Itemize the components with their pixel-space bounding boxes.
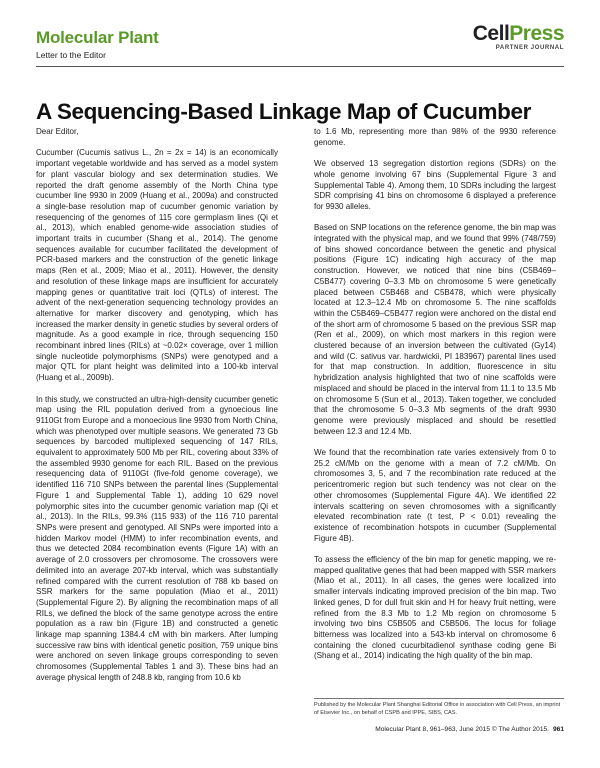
article-title: A Sequencing-Based Linkage Map of Cucumber <box>36 99 531 125</box>
left-column <box>36 127 278 694</box>
article-section: Letter to the Editor <box>36 50 106 60</box>
paragraph-recombination: We found that the recombination rate varies extensively from 0 to 25.2 cM/Mb on the genome with a mean of 7.2 cM/Mb. On chromosomes 3, 5, and 7 the recombination rate reduced at the pericentromeric region but such tendency was not clear on the other chromosomes (Supplemental Figure 4A). We identified 22 intervals scattering on seven chromosomes with a significantly elevated recombination rate (t test, P < 0.01) revealing the existence of recombination hotspots in cucumber (Supplemental Figure 4B). <box>314 448 556 543</box>
logo-cell: Cell <box>472 22 510 45</box>
paragraph-intro: Cucumber (Cucumis sativus L., 2n = 2x = 14) is an economically important vegetable worldwide and has served as a model system for plant vascular biology and sex determination studies. We reported the draft genome assembly of the North China type cucumber line 9930 in 2009 (Huang et al., 2009a) and constructed a single-base resolution map of cucumber genomic variation by resequencing of the genomes of 115 core germplasm lines (Qi et al., 2013), which enabled genome-wide association studies of important traits in cucumber (Shang et al., 2014). The genome sequences available for cucumber facilitated the development of PCR-based markers and the construction of the genetic linkage maps (Ren et al., 2009; Miao et al., 2011). However, the density and resolution of these linkage maps are insufficient for accurately mapping genes or quantitative trait loci (QTLs) of interest. The advent of the next-generation sequencing technology provides an alternative for marker discovery and genotyping, which has increased the marker density in genetic studies by several orders of magnitude. As a good example in rice, through sequencing 150 recombinant inbred lines (RILs) at ~0.02× coverage, over 1 million single nucleotide polymorphisms (SNPs) were genotyped and a major QTL for plant height was delimited into a 100-kb interval (Huang et al., 2009b). <box>36 148 278 383</box>
citation-line: Molecular Plant 8, 961–963, June 2015 © The Author 2015. <box>375 726 549 733</box>
right-column <box>314 127 556 673</box>
paragraph-mapping: To assess the efficiency of the bin map for genetic mapping, we re-mapped qualitative genes that had been mapped with SSR markers (Miao et al., 2011). In all cases, the genes were localized into smaller intervals indicating improved precision of the bin map. Two linked genes, D for dull fruit skin and H for heavy fruit netting, were refined from the 8.3 Mb to 1.2 Mb region on chromosome 5 involving two bins C5B505 and C5B506. The locus for foliage bitterness was localized into a 543-kb interval on chromosome 6 containing the cloned cucurbitadienol synthase coding gene Bi (Shang et al., 2014) indicating the high quality of the bin map. <box>314 555 556 661</box>
paragraph-integration: Based on SNP locations on the reference genome, the bin map was integrated with the physical map, and we found that 99% (748/759) of bins showed concordance between the genetic and physical positions (Figure 1C) indicating high accuracy of the map construction. However, we noticed that nine bins (C5B469–C5B477) covering 0–3.3 Mb on chromosome 5 were genetically placed between C5B468 and C5B478, which were physically located at 12.3–12.4 Mb on chromosome 5. The nine scaffolds within the C5B469–C5B477 region were anchored on the distal end of the short arm of chromosome 5 based on the previous SSR map (Ren et al., 2009), on which most markers in this region were clustered because of an inversion between the cultivated (Gy14) and wild (C. sativus var. hardwickii, PI 183967) parental lines used for that map construction. In addition, fluorescence in situ hybridization analysis highlighted that two of nine scaffolds were misplaced and should be placed in the interval from 11.1 to 13.5 Mb on chromosome 5 (Sun et al., 2013). Taken together, we concluded that the chromosome 5 0–3.3 Mb segments of the draft 9930 genome were previously misplaced and should be resettled between 12.3 and 12.4 Mb. <box>314 223 556 436</box>
cellpress-logo[interactable] <box>473 24 564 51</box>
journal-name: Molecular Plant <box>36 28 159 47</box>
publisher-footnote: Published by the Molecular Plant Shanghai Editorial Office in association with Cell Press, an imprint of Elsevier Inc., on behalf of CSPB and IPPE, SIBS, CAS. <box>314 698 564 717</box>
logo-wordmark <box>473 24 564 44</box>
paragraph-segregation: We observed 13 segregation distortion regions (SDRs) on the whole genome involving 67 bins (Supplemental Figure 3 and Supplemental Table 4). Among them, 10 SDRs including the largest SDR comprising 41 bins on chromosome 6 displayed a preference for 9930 alleles. <box>314 159 556 211</box>
header-divider <box>36 66 564 67</box>
page-number: 961 <box>552 726 564 733</box>
logo-press: Press <box>509 22 564 45</box>
paragraph-methods: In this study, we constructed an ultra-high-density cucumber genetic map using the RIL population derived from a gynoecious line 9110Gt from Europe and a monoecious line 9930 from North China, which was phenotyped over multiple seasons. We generated 73 Gb sequences by barcoded multiplexed sequencing of 147 RILs, equivalent to approximately 500 Mb per RIL, covering about 33% of the assembled 9930 genome for each RIL. Based on the previous resequencing data of 9110Gt (five-fold genome coverage), we identified 116 710 SNPs between the parental lines (Supplemental Figure 1 and Supplemental Table 1), adding 10 629 novel polymorphic sites into the cucumber genomic variation map (Qi et al., 2013). In the RILs, 99.3% (115 933) of the 116 710 parental SNPs were present and genotyped. All SNPs were imported into a hidden Markov model (HMM) to infer recombination events, and thus we detected 2084 recombination events (Figure 1A) with an average of 2.0 crossovers per chromosome. The crossovers were delimited into an average 207-kb interval, which was substantially refined compared with the current resolution of 788 kb based on SSR markers for the same population (Miao et al., 2011) (Supplemental Figure 2). By aligning the recombination maps of all RILs, we defined the block of the same genotype across the entire population as a raw bin (Figure 1B) and constructed a genetic linkage map spanning 1384.4 cM with bin markers. After lumping successive raw bins with identical genetic position, 759 unique bins were anchored on seven linkage groups corresponding to seven chromosomes (Supplemental Tables 1 and 3). These bins had an average physical length of 248.8 kb, ranging from 10.6 kb <box>36 394 278 682</box>
salutation: Dear Editor, <box>36 127 79 136</box>
logo-subtitle: PARTNER JOURNAL <box>495 45 564 51</box>
page-footer <box>375 726 564 733</box>
paragraph-methods-continued: to 1.6 Mb, representing more than 98% of the 9930 reference genome. <box>314 127 556 147</box>
